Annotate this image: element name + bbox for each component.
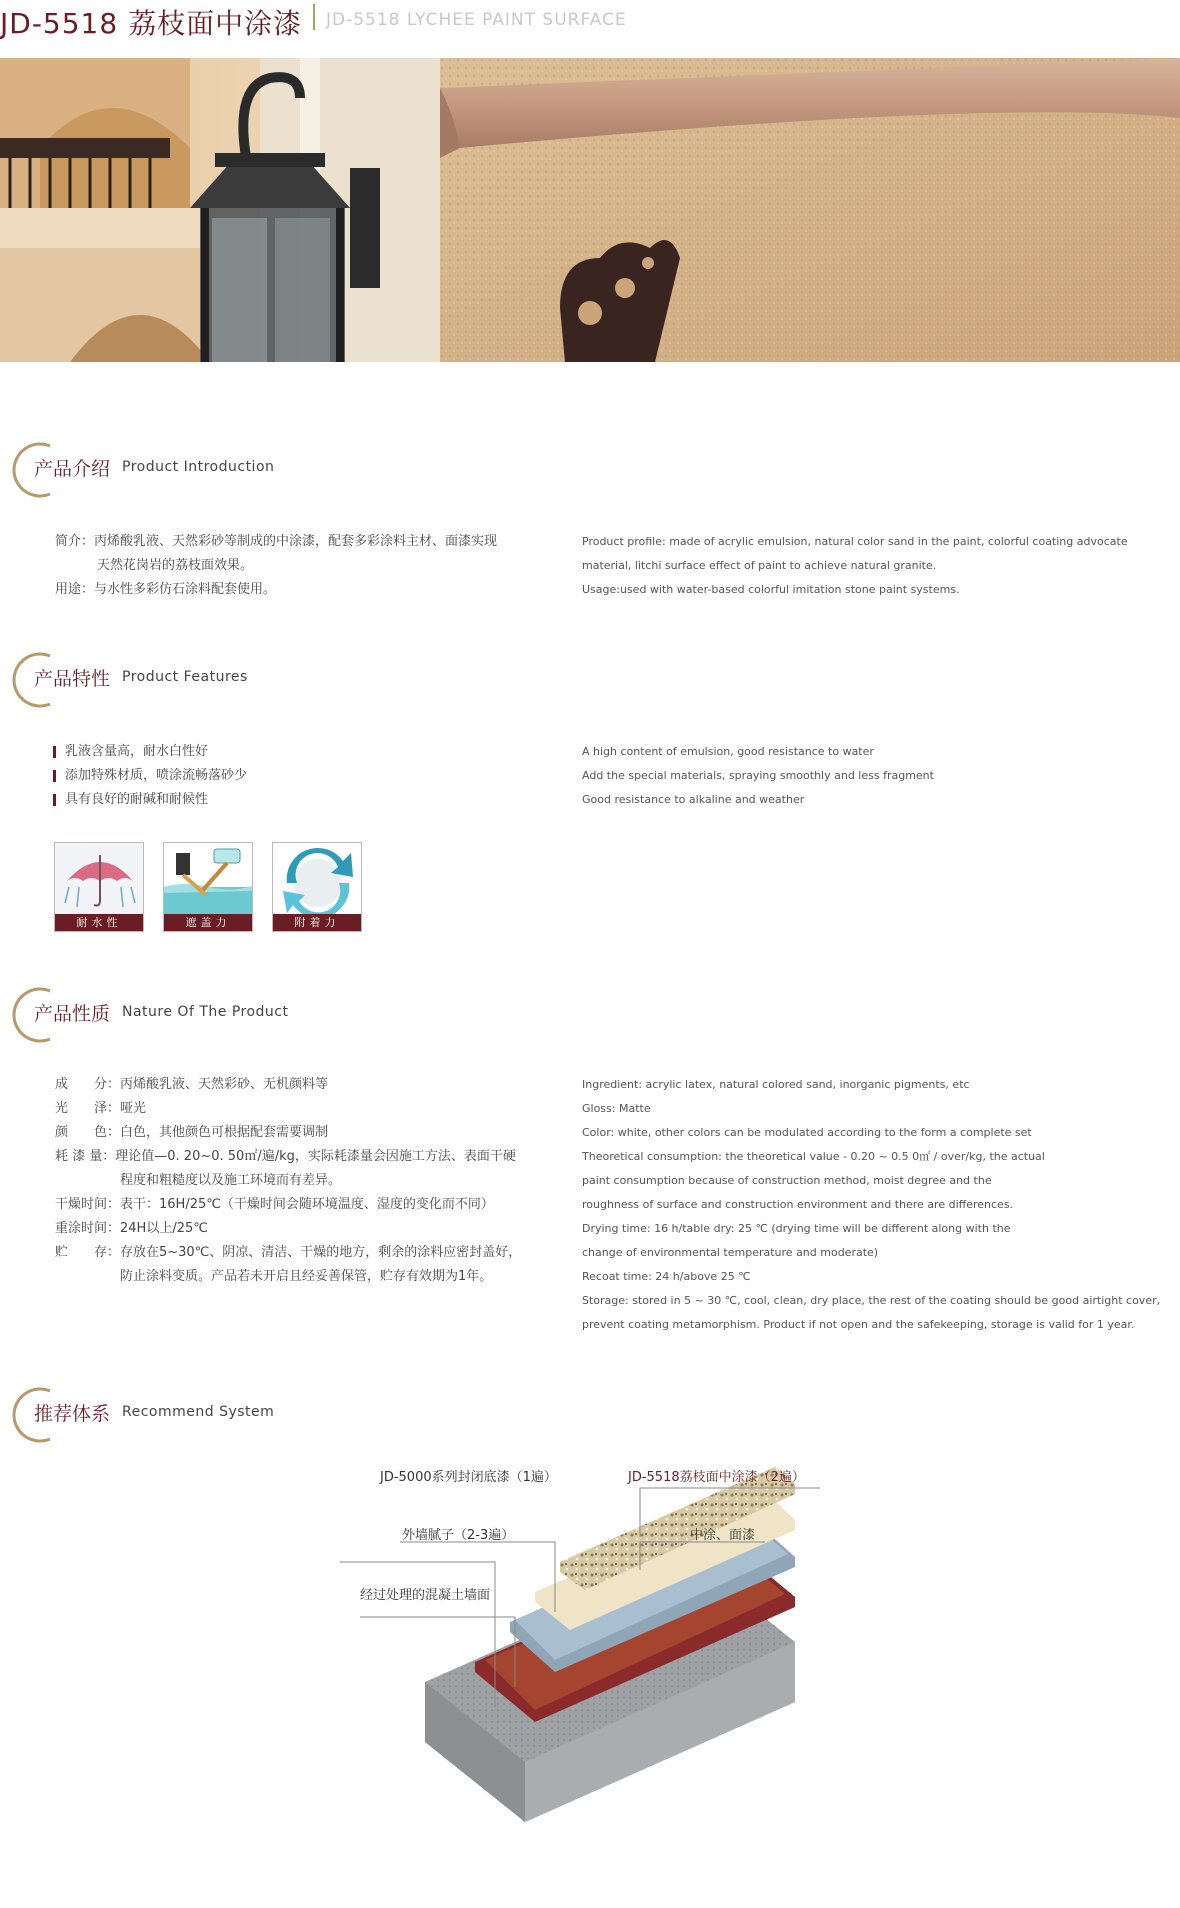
heading-cn: 产品特性 (34, 668, 111, 690)
nature-en-line: change of environmental temperature and moderate) (582, 1246, 879, 1259)
page-title: JD-5518 荔枝面中涂漆 (0, 7, 303, 40)
page-header (0, 0, 1180, 52)
heading-en: Nature Of The Product (122, 1004, 289, 1020)
feature-card-label: 耐水性 (55, 914, 143, 931)
intro-cn-line: 简介：丙烯酸乳液、天然彩砂等制成的中涂漆，配套多彩涂料主材、面漆实现 (55, 534, 498, 549)
section-heading-system (0, 1385, 600, 1445)
intro-en-line: Product profile: made of acrylic emulsion, natural color sand in the paint, colorful coating advocate (582, 535, 1128, 548)
features-en-list (582, 740, 934, 812)
nature-cn-line: 干燥时间：表干：16H/25℃（干燥时间会随环境温度、湿度的变化而不同） (55, 1197, 494, 1212)
hero-illustration (0, 58, 1180, 362)
feature-card-hiding-power (163, 842, 253, 932)
intro-cn-line: 天然花岗岩的荔枝面效果。 (97, 558, 254, 573)
page-subtitle: JD-5518 LYCHEE PAINT SURFACE (326, 10, 627, 30)
nature-cn-line: 防止涂料变质。产品若未开启且经妥善保管，贮存有效期为1年。 (55, 1269, 493, 1284)
label-primer: JD-5000系列封闭底漆（1遍） (380, 1470, 557, 1485)
nature-cn-line: 颜 色：白色，其他颜色可根据配套需要调制 (55, 1125, 329, 1140)
umbrella-icon (55, 843, 144, 915)
section-heading-introduction (0, 440, 600, 500)
feature-item-en: Good resistance to alkaline and weather (582, 793, 805, 806)
feature-card-water-resistance (54, 842, 144, 932)
intro-cn-text (55, 530, 497, 602)
nature-en-line: prevent coating metamorphism. Product if not open and the safekeeping, storage is valid for 1 year. (582, 1318, 1135, 1331)
paint-roller-icon (164, 843, 253, 915)
heading-en: Product Introduction (122, 459, 275, 475)
nature-en-line: Ingredient: acrylic latex, natural colored sand, inorganic pigments, etc (582, 1078, 970, 1091)
adhesion-arrow-icon (273, 843, 362, 915)
header-divider (313, 4, 315, 30)
nature-en-line: Drying time: 16 h/table dry: 25 ℃ (drying time will be different along with the (582, 1222, 1011, 1235)
nature-cn-text (55, 1073, 521, 1289)
intro-en-line: Usage:used with water-based colorful imitation stone paint systems. (582, 583, 960, 596)
feature-item: 具有良好的耐碱和耐候性 (53, 788, 247, 812)
nature-cn-line: 成 分：丙烯酸乳液、天然彩砂、无机颜料等 (55, 1077, 329, 1092)
label-topcoat: 中涂、面漆 (690, 1528, 756, 1543)
features-cn-list (53, 740, 247, 812)
nature-en-line: Theoretical consumption: the theoretical value - 0.20 ~ 0.5 0㎡ / over/kg, the actual (582, 1150, 1045, 1163)
nature-en-line: Recoat time: 24 h/above 25 ℃ (582, 1270, 751, 1283)
heading-cn: 推荐体系 (34, 1403, 111, 1425)
feature-card-adhesion (272, 842, 362, 932)
section-heading-features (0, 650, 600, 710)
nature-en-line: paint consumption because of construction method, moist degree and the (582, 1174, 992, 1187)
nature-en-line: roughness of surface and construction environment and there are differences. (582, 1198, 1014, 1211)
nature-cn-line: 重涂时间：24H以上/25℃ (55, 1221, 208, 1236)
hero-photo (0, 58, 1180, 362)
nature-en-line: Color: white, other colors can be modulated according to the form a complete set (582, 1126, 1032, 1139)
feature-card-label: 附着力 (273, 914, 361, 931)
nature-cn-line: 贮 存：存放在5~30℃、阴凉、清洁、干燥的地方，剩余的涂料应密封盖好， (55, 1245, 522, 1260)
intro-en-text (582, 530, 1128, 602)
section-heading-nature (0, 985, 600, 1045)
label-concrete: 经过处理的混凝土墙面 (360, 1588, 491, 1603)
feature-item-en: Add the special materials, spraying smoothly and less fragment (582, 769, 934, 782)
feature-item: 添加特殊材质，喷涂流畅落砂少 (53, 764, 247, 788)
heading-en: Recommend System (122, 1404, 275, 1420)
heading-cn: 产品介绍 (34, 458, 111, 480)
intro-cn-line: 用途：与水性多彩仿石涂料配套使用。 (55, 582, 277, 597)
nature-en-text (582, 1073, 1160, 1337)
feature-item-en: A high content of emulsion, good resistance to water (582, 745, 874, 758)
nature-cn-line: 程度和粗糙度以及施工环境而有差异。 (55, 1173, 342, 1188)
feature-card-label: 遮盖力 (164, 914, 252, 931)
label-midcoat: JD-5518荔枝面中涂漆（2遍） (628, 1470, 805, 1485)
label-putty: 外墙腻子（2-3遍） (402, 1528, 515, 1543)
nature-en-line: Gloss: Matte (582, 1102, 651, 1115)
intro-en-line: material, litchi surface effect of paint to achieve natural granite. (582, 559, 937, 572)
nature-cn-line: 耗 漆 量：理论值—0. 20~0. 50㎡/遍/kg，实际耗漆量会因施工方法、表面干硬 (55, 1149, 516, 1164)
coating-system-diagram (340, 1462, 820, 1842)
nature-cn-line: 光 泽：哑光 (55, 1101, 147, 1116)
heading-cn: 产品性质 (34, 1003, 111, 1025)
heading-en: Product Features (122, 669, 248, 685)
feature-item: 乳液含量高，耐水白性好 (53, 740, 247, 764)
layer-stack-illustration (340, 1462, 820, 1842)
nature-en-line: Storage: stored in 5 ~ 30 ℃, cool, clean, dry place, the rest of the coating should be good airtight cover, (582, 1294, 1161, 1307)
